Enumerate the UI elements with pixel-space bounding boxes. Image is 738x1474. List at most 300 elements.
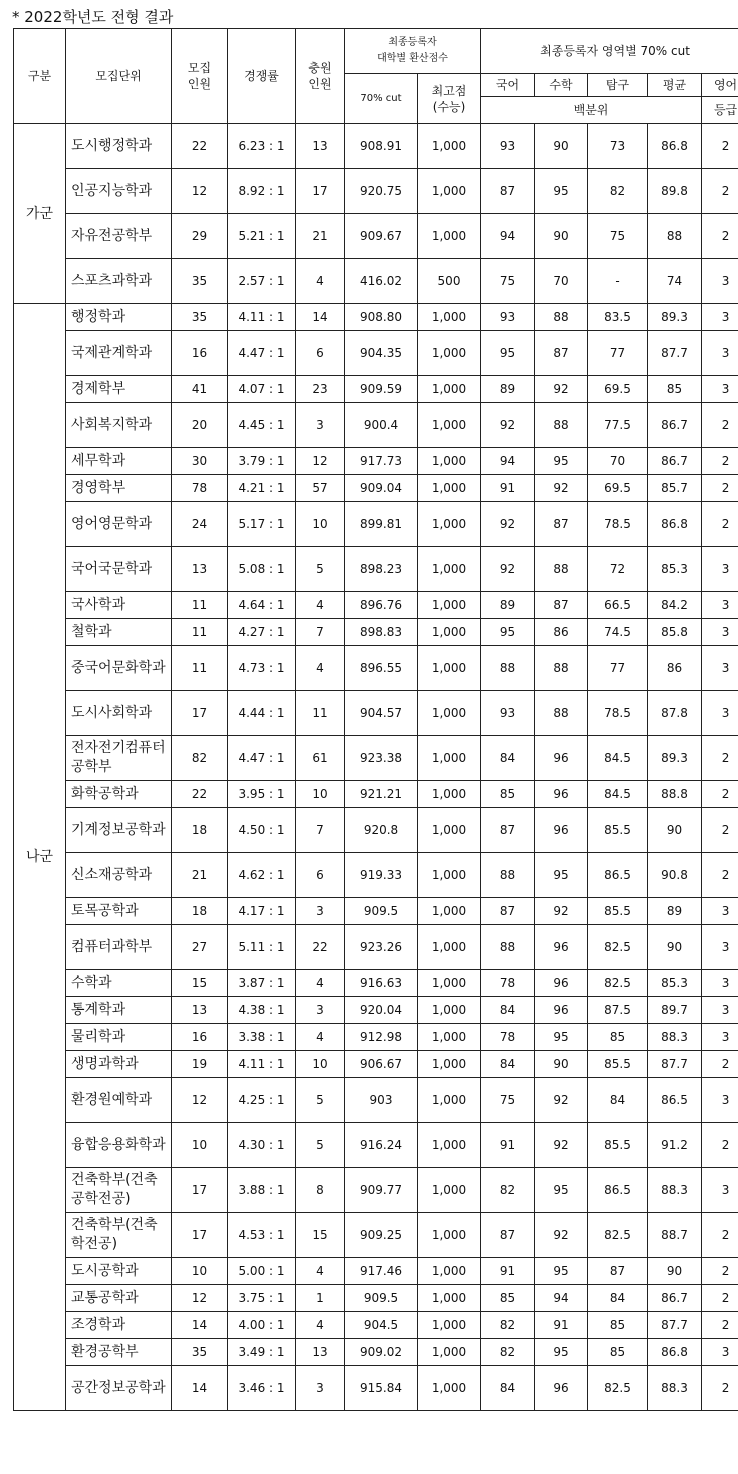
- cell-math: 88: [535, 304, 588, 331]
- cell-average: 86.7: [648, 403, 702, 448]
- table-row: [14, 448, 738, 475]
- cell-average: 90: [648, 925, 702, 970]
- cell-max-score: 1,000: [418, 1339, 481, 1366]
- cell-competition: 8.92 : 1: [228, 169, 296, 214]
- cell-additional: 6: [296, 853, 345, 898]
- cell-math: 96: [535, 1366, 588, 1411]
- cell-max-score: 1,000: [418, 1078, 481, 1123]
- cell-max-score: 1,000: [418, 1168, 481, 1213]
- cell-math: 95: [535, 448, 588, 475]
- cell-korean: 95: [481, 619, 535, 646]
- cell-average: 90: [648, 808, 702, 853]
- cell-korean: 93: [481, 304, 535, 331]
- cell-inquiry: 82: [588, 169, 648, 214]
- cell-math: 92: [535, 475, 588, 502]
- cell-math: 92: [535, 1213, 588, 1258]
- cell-max-score: 1,000: [418, 970, 481, 997]
- cell-score-70: 921.21: [345, 781, 418, 808]
- cell-unit: 행정학과: [66, 304, 172, 331]
- cell-score-70: 919.33: [345, 853, 418, 898]
- cell-recruit: 10: [172, 1258, 228, 1285]
- cell-average: 87.7: [648, 1312, 702, 1339]
- cell-english: 2: [702, 1123, 738, 1168]
- cell-korean: 88: [481, 646, 535, 691]
- cell-average: 87.8: [648, 691, 702, 736]
- cell-competition: 3.79 : 1: [228, 448, 296, 475]
- cell-math: 95: [535, 169, 588, 214]
- cell-average: 85.3: [648, 970, 702, 997]
- cell-recruit: 16: [172, 1024, 228, 1051]
- header-english: 영어: [702, 74, 738, 97]
- cell-math: 88: [535, 646, 588, 691]
- table-row: [14, 1168, 738, 1213]
- cell-competition: 4.38 : 1: [228, 997, 296, 1024]
- cell-inquiry: 82.5: [588, 1366, 648, 1411]
- cell-competition: 4.73 : 1: [228, 646, 296, 691]
- cell-unit: 중국어문화학과: [66, 646, 172, 691]
- cell-korean: 87: [481, 808, 535, 853]
- cell-recruit: 14: [172, 1312, 228, 1339]
- cell-score-70: 923.38: [345, 736, 418, 781]
- cell-korean: 94: [481, 448, 535, 475]
- cell-average: 86: [648, 646, 702, 691]
- cell-korean: 75: [481, 259, 535, 304]
- cell-average: 74: [648, 259, 702, 304]
- cell-math: 96: [535, 970, 588, 997]
- cell-inquiry: 70: [588, 448, 648, 475]
- cell-math: 90: [535, 214, 588, 259]
- cell-additional: 17: [296, 169, 345, 214]
- cell-english: 3: [702, 691, 738, 736]
- cell-additional: 4: [296, 1312, 345, 1339]
- cell-korean: 87: [481, 898, 535, 925]
- cell-unit: 경영학부: [66, 475, 172, 502]
- cell-korean: 82: [481, 1339, 535, 1366]
- cell-competition: 4.64 : 1: [228, 592, 296, 619]
- cell-additional: 12: [296, 448, 345, 475]
- cell-recruit: 13: [172, 547, 228, 592]
- cell-score-70: 898.23: [345, 547, 418, 592]
- cell-competition: 4.44 : 1: [228, 691, 296, 736]
- cell-english: 2: [702, 1258, 738, 1285]
- cell-additional: 1: [296, 1285, 345, 1312]
- cell-recruit: 35: [172, 304, 228, 331]
- cell-unit: 융합응용화학과: [66, 1123, 172, 1168]
- cell-korean: 82: [481, 1168, 535, 1213]
- cell-score-70: 908.91: [345, 124, 418, 169]
- cell-recruit: 22: [172, 781, 228, 808]
- cell-recruit: 11: [172, 592, 228, 619]
- cell-additional: 6: [296, 331, 345, 376]
- cell-inquiry: 69.5: [588, 376, 648, 403]
- cell-unit: 환경원예학과: [66, 1078, 172, 1123]
- table-row: [14, 403, 738, 448]
- cell-average: 88.8: [648, 781, 702, 808]
- cell-average: 85: [648, 376, 702, 403]
- cell-max-score: 1,000: [418, 1024, 481, 1051]
- cell-inquiry: 72: [588, 547, 648, 592]
- cell-unit: 전자전기컴퓨터공학부: [66, 736, 172, 781]
- cell-recruit: 24: [172, 502, 228, 547]
- cell-additional: 5: [296, 1123, 345, 1168]
- cell-average: 86.8: [648, 124, 702, 169]
- cell-korean: 84: [481, 997, 535, 1024]
- cell-english: 3: [702, 646, 738, 691]
- cell-inquiry: 84: [588, 1285, 648, 1312]
- cell-additional: 23: [296, 376, 345, 403]
- cell-recruit: 17: [172, 1213, 228, 1258]
- cell-english: 3: [702, 1339, 738, 1366]
- cell-max-score: 1,000: [418, 808, 481, 853]
- cell-recruit: 30: [172, 448, 228, 475]
- header-average: 평균: [648, 74, 702, 97]
- cell-inquiry: 82.5: [588, 925, 648, 970]
- cell-competition: 3.49 : 1: [228, 1339, 296, 1366]
- header-final-score: 최종등록자 대학별 환산점수: [345, 29, 481, 74]
- cell-average: 90: [648, 1258, 702, 1285]
- cell-additional: 3: [296, 997, 345, 1024]
- cell-competition: 5.00 : 1: [228, 1258, 296, 1285]
- cell-score-70: 920.04: [345, 997, 418, 1024]
- cell-unit: 도시행정학과: [66, 124, 172, 169]
- cell-score-70: 920.8: [345, 808, 418, 853]
- cell-english: 2: [702, 403, 738, 448]
- cell-score-70: 909.04: [345, 475, 418, 502]
- cell-competition: 4.27 : 1: [228, 619, 296, 646]
- table-row: [14, 259, 738, 304]
- cell-max-score: 1,000: [418, 592, 481, 619]
- cell-korean: 84: [481, 1051, 535, 1078]
- cell-additional: 14: [296, 304, 345, 331]
- table-row: [14, 376, 738, 403]
- cell-competition: 4.07 : 1: [228, 376, 296, 403]
- cell-korean: 93: [481, 124, 535, 169]
- cell-inquiry: 87: [588, 1258, 648, 1285]
- cell-competition: 4.45 : 1: [228, 403, 296, 448]
- cell-average: 86.8: [648, 1339, 702, 1366]
- cell-max-score: 1,000: [418, 619, 481, 646]
- cell-english: 2: [702, 169, 738, 214]
- cell-average: 88.7: [648, 1213, 702, 1258]
- cell-score-70: 909.59: [345, 376, 418, 403]
- cell-korean: 85: [481, 781, 535, 808]
- cell-english: 2: [702, 475, 738, 502]
- cell-average: 89.8: [648, 169, 702, 214]
- header-competition: 경쟁률: [228, 29, 296, 124]
- cell-math: 94: [535, 1285, 588, 1312]
- cell-competition: 4.50 : 1: [228, 808, 296, 853]
- cell-english: 2: [702, 1312, 738, 1339]
- cell-average: 91.2: [648, 1123, 702, 1168]
- cell-score-70: 912.98: [345, 1024, 418, 1051]
- cell-score-70: 909.02: [345, 1339, 418, 1366]
- cell-korean: 88: [481, 853, 535, 898]
- cell-average: 89: [648, 898, 702, 925]
- cell-additional: 3: [296, 403, 345, 448]
- cell-score-70: 909.25: [345, 1213, 418, 1258]
- cell-average: 89.3: [648, 304, 702, 331]
- cell-korean: 92: [481, 547, 535, 592]
- cell-unit: 도시공학과: [66, 1258, 172, 1285]
- cell-score-70: 916.63: [345, 970, 418, 997]
- cell-unit: 세무학과: [66, 448, 172, 475]
- cell-korean: 84: [481, 736, 535, 781]
- cell-math: 95: [535, 1258, 588, 1285]
- cell-recruit: 20: [172, 403, 228, 448]
- table-row: [14, 304, 738, 331]
- cell-additional: 4: [296, 646, 345, 691]
- cell-math: 91: [535, 1312, 588, 1339]
- cell-score-70: 909.77: [345, 1168, 418, 1213]
- cell-english: 3: [702, 331, 738, 376]
- table-row: [14, 898, 738, 925]
- cell-additional: 11: [296, 691, 345, 736]
- cell-inquiry: 75: [588, 214, 648, 259]
- cell-additional: 4: [296, 592, 345, 619]
- cell-unit: 인공지능학과: [66, 169, 172, 214]
- cell-english: 3: [702, 619, 738, 646]
- cell-english: 3: [702, 259, 738, 304]
- cell-recruit: 11: [172, 619, 228, 646]
- cell-recruit: 19: [172, 1051, 228, 1078]
- cell-score-70: 917.46: [345, 1258, 418, 1285]
- cell-average: 85.8: [648, 619, 702, 646]
- table-row: [14, 124, 738, 169]
- cell-competition: 3.88 : 1: [228, 1168, 296, 1213]
- cell-math: 96: [535, 781, 588, 808]
- cell-math: 86: [535, 619, 588, 646]
- cell-max-score: 1,000: [418, 304, 481, 331]
- cell-average: 88.3: [648, 1024, 702, 1051]
- cell-korean: 88: [481, 925, 535, 970]
- cell-score-70: 416.02: [345, 259, 418, 304]
- cell-english: 3: [702, 970, 738, 997]
- cell-math: 96: [535, 736, 588, 781]
- table-row: [14, 1213, 738, 1258]
- cell-english: 3: [702, 997, 738, 1024]
- cell-english: 3: [702, 1024, 738, 1051]
- cell-recruit: 29: [172, 214, 228, 259]
- cell-unit: 신소재공학과: [66, 853, 172, 898]
- cell-math: 95: [535, 1339, 588, 1366]
- table-row: [14, 925, 738, 970]
- cell-inquiry: 77: [588, 646, 648, 691]
- cell-score-70: 923.26: [345, 925, 418, 970]
- cell-competition: 3.95 : 1: [228, 781, 296, 808]
- cell-english: 2: [702, 1213, 738, 1258]
- cell-inquiry: 85.5: [588, 1123, 648, 1168]
- cell-max-score: 1,000: [418, 1051, 481, 1078]
- cell-unit: 토목공학과: [66, 898, 172, 925]
- table-row: [14, 646, 738, 691]
- table-row: [14, 592, 738, 619]
- cell-korean: 82: [481, 1312, 535, 1339]
- cell-competition: 4.11 : 1: [228, 304, 296, 331]
- cell-max-score: 1,000: [418, 646, 481, 691]
- cell-inquiry: 82.5: [588, 1213, 648, 1258]
- cell-recruit: 15: [172, 970, 228, 997]
- cell-max-score: 1,000: [418, 781, 481, 808]
- cell-competition: 3.75 : 1: [228, 1285, 296, 1312]
- cell-additional: 22: [296, 925, 345, 970]
- cell-math: 95: [535, 1024, 588, 1051]
- table-row: [14, 1312, 738, 1339]
- cell-korean: 91: [481, 475, 535, 502]
- cell-score-70: 904.5: [345, 1312, 418, 1339]
- cell-english: 2: [702, 124, 738, 169]
- cell-additional: 5: [296, 547, 345, 592]
- cell-unit: 경제학부: [66, 376, 172, 403]
- cell-math: 95: [535, 853, 588, 898]
- cell-additional: 7: [296, 808, 345, 853]
- cell-competition: 3.87 : 1: [228, 970, 296, 997]
- cell-math: 70: [535, 259, 588, 304]
- table-row: [14, 619, 738, 646]
- cell-inquiry: 87.5: [588, 997, 648, 1024]
- table-row: [14, 853, 738, 898]
- cell-average: 86.7: [648, 1285, 702, 1312]
- cell-max-score: 1,000: [418, 925, 481, 970]
- cell-average: 88: [648, 214, 702, 259]
- cell-english: 2: [702, 808, 738, 853]
- cell-english: 2: [702, 1285, 738, 1312]
- table-row: [14, 781, 738, 808]
- cell-recruit: 10: [172, 1123, 228, 1168]
- cell-english: 2: [702, 781, 738, 808]
- cell-english: 3: [702, 592, 738, 619]
- cell-competition: 6.23 : 1: [228, 124, 296, 169]
- cell-inquiry: 86.5: [588, 853, 648, 898]
- cell-max-score: 1,000: [418, 214, 481, 259]
- cell-korean: 84: [481, 1366, 535, 1411]
- table-row: [14, 736, 738, 781]
- group-cell: 나군: [14, 304, 66, 1411]
- header-inquiry: 탐구: [588, 74, 648, 97]
- table-row: [14, 1339, 738, 1366]
- cell-inquiry: 77.5: [588, 403, 648, 448]
- cell-competition: 4.11 : 1: [228, 1051, 296, 1078]
- cell-math: 96: [535, 997, 588, 1024]
- cell-unit: 기계정보공학과: [66, 808, 172, 853]
- cell-competition: 4.62 : 1: [228, 853, 296, 898]
- cell-max-score: 1,000: [418, 169, 481, 214]
- table-row: [14, 1366, 738, 1411]
- cell-korean: 89: [481, 592, 535, 619]
- cell-unit: 국어국문학과: [66, 547, 172, 592]
- cell-unit: 도시사회학과: [66, 691, 172, 736]
- cell-recruit: 17: [172, 691, 228, 736]
- table-row: [14, 997, 738, 1024]
- cell-math: 92: [535, 376, 588, 403]
- cell-math: 92: [535, 1123, 588, 1168]
- cell-korean: 91: [481, 1123, 535, 1168]
- cell-recruit: 12: [172, 1078, 228, 1123]
- cell-competition: 4.53 : 1: [228, 1213, 296, 1258]
- cell-average: 85.3: [648, 547, 702, 592]
- table-header: [14, 29, 738, 124]
- cell-english: 2: [702, 1051, 738, 1078]
- header-percentile: 백분위: [481, 97, 702, 124]
- cell-english: 3: [702, 898, 738, 925]
- cell-recruit: 13: [172, 997, 228, 1024]
- cell-competition: 4.30 : 1: [228, 1123, 296, 1168]
- table-row: [14, 808, 738, 853]
- cell-math: 87: [535, 592, 588, 619]
- cell-english: 2: [702, 1366, 738, 1411]
- table-row: [14, 331, 738, 376]
- cell-unit: 공간정보공학과: [66, 1366, 172, 1411]
- cell-korean: 93: [481, 691, 535, 736]
- caption: * 2022학년도 전형 결과: [12, 8, 174, 26]
- cell-max-score: 1,000: [418, 403, 481, 448]
- cell-additional: 4: [296, 259, 345, 304]
- cell-recruit: 35: [172, 259, 228, 304]
- header-score-70: 70% cut: [345, 74, 418, 124]
- cell-unit: 철학과: [66, 619, 172, 646]
- cell-inquiry: -: [588, 259, 648, 304]
- cell-additional: 13: [296, 1339, 345, 1366]
- cell-english: 3: [702, 304, 738, 331]
- cell-math: 96: [535, 808, 588, 853]
- cell-recruit: 16: [172, 331, 228, 376]
- cell-korean: 92: [481, 403, 535, 448]
- cell-inquiry: 84.5: [588, 781, 648, 808]
- header-math: 수학: [535, 74, 588, 97]
- cell-inquiry: 77: [588, 331, 648, 376]
- cell-score-70: 908.80: [345, 304, 418, 331]
- cell-inquiry: 83.5: [588, 304, 648, 331]
- cell-max-score: 1,000: [418, 1312, 481, 1339]
- cell-korean: 75: [481, 1078, 535, 1123]
- cell-competition: 3.38 : 1: [228, 1024, 296, 1051]
- cell-inquiry: 66.5: [588, 592, 648, 619]
- cell-english: 2: [702, 502, 738, 547]
- cell-additional: 10: [296, 781, 345, 808]
- cell-competition: 4.25 : 1: [228, 1078, 296, 1123]
- cell-inquiry: 73: [588, 124, 648, 169]
- cell-score-70: 909.5: [345, 898, 418, 925]
- cell-average: 87.7: [648, 1051, 702, 1078]
- table-row: [14, 970, 738, 997]
- cell-competition: 4.00 : 1: [228, 1312, 296, 1339]
- cell-additional: 10: [296, 1051, 345, 1078]
- cell-inquiry: 69.5: [588, 475, 648, 502]
- cell-unit: 통계학과: [66, 997, 172, 1024]
- cell-additional: 4: [296, 970, 345, 997]
- cell-math: 88: [535, 403, 588, 448]
- cell-unit: 국제관계학과: [66, 331, 172, 376]
- cell-max-score: 1,000: [418, 376, 481, 403]
- cell-score-70: 896.76: [345, 592, 418, 619]
- cell-inquiry: 85.5: [588, 1051, 648, 1078]
- cell-inquiry: 84: [588, 1078, 648, 1123]
- cell-max-score: 1,000: [418, 853, 481, 898]
- cell-recruit: 82: [172, 736, 228, 781]
- cell-competition: 4.21 : 1: [228, 475, 296, 502]
- cell-score-70: 899.81: [345, 502, 418, 547]
- cell-additional: 13: [296, 124, 345, 169]
- cell-math: 90: [535, 1051, 588, 1078]
- cell-max-score: 1,000: [418, 1258, 481, 1285]
- cell-score-70: 903: [345, 1078, 418, 1123]
- table-row: [14, 547, 738, 592]
- cell-competition: 2.57 : 1: [228, 259, 296, 304]
- header-area-cut: 최종등록자 영역별 70% cut: [481, 29, 738, 74]
- cell-english: 2: [702, 448, 738, 475]
- cell-score-70: 904.35: [345, 331, 418, 376]
- cell-score-70: 916.24: [345, 1123, 418, 1168]
- cell-unit: 화학공학과: [66, 781, 172, 808]
